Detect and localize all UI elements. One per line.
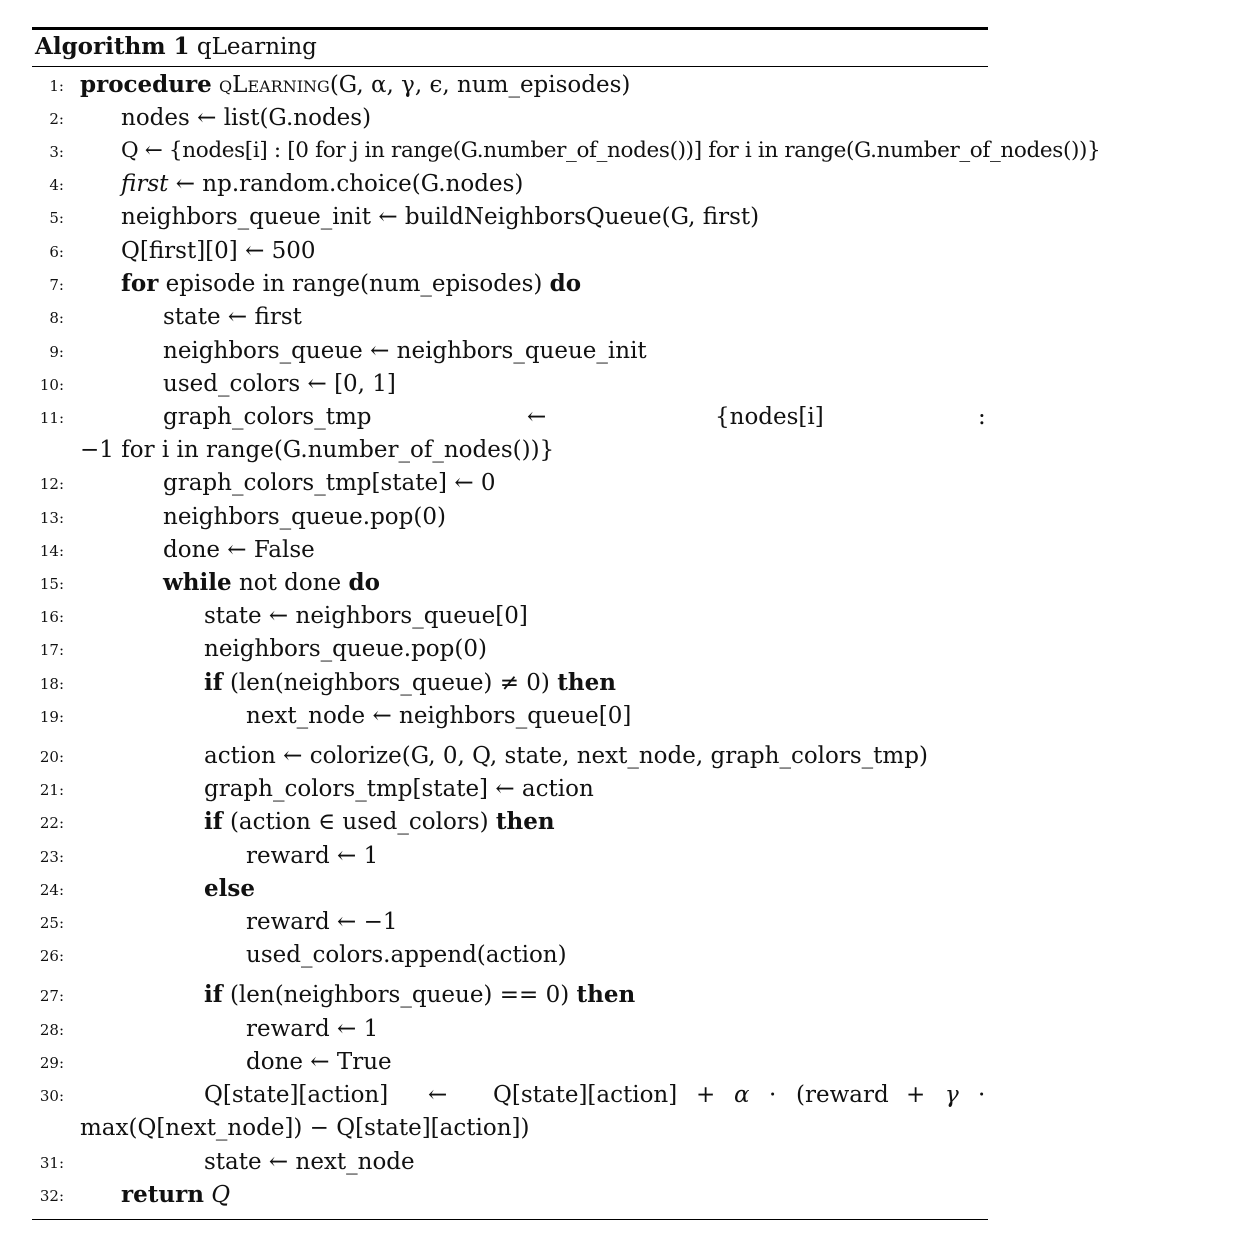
do-keyword: do bbox=[549, 270, 582, 297]
line-number: 6: bbox=[49, 243, 64, 261]
line-number: 5: bbox=[49, 209, 64, 227]
line-code: (len(neighbors_queue) == 0) bbox=[222, 982, 577, 1008]
caption-rule bbox=[32, 66, 988, 67]
line-code: {nodes[i] bbox=[715, 404, 824, 430]
while-keyword: while bbox=[163, 569, 232, 596]
line-number: 20: bbox=[39, 748, 64, 766]
line-code: used_colors ← [0, 1] bbox=[163, 371, 396, 397]
line-number: 26: bbox=[39, 947, 64, 965]
line-code: graph_colors_tmp[state] ← 0 bbox=[163, 470, 496, 496]
line-code: episode in range(num_episodes) bbox=[158, 271, 550, 297]
line-code: neighbors_queue.pop(0) bbox=[163, 504, 446, 530]
then-keyword: then bbox=[576, 981, 636, 1008]
line-code: Q[first][0] ← 500 bbox=[121, 238, 316, 264]
line-number: 3: bbox=[49, 143, 64, 161]
line-number: 28: bbox=[39, 1021, 64, 1039]
line-code: Q[state][action] bbox=[493, 1082, 678, 1108]
return-keyword: return bbox=[121, 1181, 204, 1208]
procedure-args: (G, α, γ, ϵ, num_episodes) bbox=[329, 72, 631, 98]
line-number: 1: bbox=[49, 77, 64, 95]
if-keyword: if bbox=[204, 669, 223, 696]
then-keyword: then bbox=[557, 669, 616, 696]
procedure-name: qLearning bbox=[219, 72, 330, 98]
line-number: 27: bbox=[39, 987, 64, 1005]
line-code: (action ∈ used_colors) bbox=[222, 809, 496, 835]
if-keyword: if bbox=[204, 981, 223, 1008]
line-code: used_colors.append(action) bbox=[246, 942, 567, 968]
line-number: 11: bbox=[39, 409, 64, 427]
dot-symbol: · bbox=[769, 1082, 777, 1108]
dot-symbol: · bbox=[978, 1082, 986, 1108]
line-number: 29: bbox=[39, 1054, 64, 1072]
line-number: 25: bbox=[39, 914, 64, 932]
then-keyword: then bbox=[495, 808, 555, 835]
arrow-symbol: ← bbox=[428, 1082, 448, 1108]
line-code: reward ← 1 bbox=[246, 1016, 379, 1042]
do-keyword: do bbox=[348, 569, 380, 596]
arrow-symbol: ← bbox=[527, 404, 547, 430]
line-number: 12: bbox=[39, 475, 64, 493]
line-code: reward ← −1 bbox=[246, 909, 398, 935]
line-number: 17: bbox=[39, 641, 64, 659]
line-number: 10: bbox=[39, 376, 64, 394]
line-code: action ← colorize(G, 0, Q, state, next_node, graph_colors_tmp) bbox=[204, 743, 928, 769]
procedure-keyword: procedure bbox=[80, 71, 212, 98]
line-code: state ← first bbox=[163, 304, 302, 330]
line-number: 4: bbox=[49, 176, 64, 194]
line-code: neighbors_queue ← neighbors_queue_init bbox=[163, 338, 647, 364]
return-value: Q bbox=[211, 1182, 231, 1208]
line-number: 19: bbox=[39, 708, 64, 726]
line-number: 16: bbox=[39, 608, 64, 626]
line-code: Q[state][action] bbox=[204, 1082, 389, 1108]
line-number: 13: bbox=[39, 509, 64, 527]
top-rule bbox=[32, 27, 988, 30]
line-number: 8: bbox=[49, 309, 64, 327]
colon-symbol: : bbox=[978, 404, 986, 430]
line-number: 15: bbox=[39, 575, 64, 593]
line-number: 31: bbox=[39, 1154, 64, 1172]
algorithm-title: qLearning bbox=[196, 34, 317, 60]
algo-line-11-continued: −1 for i in range(G.number_of_nodes())} bbox=[80, 437, 555, 463]
line-number: 14: bbox=[39, 542, 64, 560]
if-keyword: if bbox=[204, 808, 223, 835]
line-number: 22: bbox=[39, 814, 64, 832]
line-number: 9: bbox=[49, 343, 64, 361]
line-number: 2: bbox=[49, 110, 64, 128]
line-code: done ← False bbox=[163, 537, 315, 563]
algorithm-caption bbox=[35, 31, 317, 63]
line-code: graph_colors_tmp bbox=[163, 404, 372, 430]
line-code: nodes ← list(G.nodes) bbox=[121, 105, 372, 131]
line-code: done ← True bbox=[246, 1049, 392, 1075]
gamma-symbol: γ bbox=[945, 1082, 959, 1108]
alpha-symbol: α bbox=[734, 1082, 750, 1108]
line-number: 21: bbox=[39, 781, 64, 799]
line-code: ← np.random.choice(G.nodes) bbox=[168, 171, 524, 197]
line-code: neighbors_queue.pop(0) bbox=[204, 636, 487, 662]
else-keyword: else bbox=[204, 875, 255, 902]
line-code: Q ← {nodes[i] : [0 for j in range(G.number_of_nodes())] for i in range(G.number_of_nodes())} bbox=[121, 138, 1101, 163]
line-number: 32: bbox=[39, 1187, 64, 1205]
line-code: (reward bbox=[796, 1082, 889, 1108]
plus-symbol: + bbox=[906, 1082, 926, 1108]
line-code: state ← neighbors_queue[0] bbox=[204, 603, 528, 629]
algorithm-label: Algorithm 1 bbox=[35, 33, 190, 60]
plus-symbol: + bbox=[696, 1082, 716, 1108]
line-number: 23: bbox=[39, 848, 64, 866]
line-number: 7: bbox=[49, 276, 64, 294]
for-keyword: for bbox=[121, 270, 159, 297]
line-code: next_node ← neighbors_queue[0] bbox=[246, 703, 632, 729]
line-code: state ← next_node bbox=[204, 1149, 415, 1175]
line-code: reward ← 1 bbox=[246, 843, 379, 869]
line-code: graph_colors_tmp[state] ← action bbox=[204, 776, 594, 802]
algo-line-30-continued: max(Q[next_node]) − Q[state][action]) bbox=[80, 1115, 530, 1141]
bottom-rule bbox=[32, 1219, 988, 1220]
line-number: 24: bbox=[39, 881, 64, 899]
line-number: 30: bbox=[39, 1087, 64, 1105]
line-code: neighbors_queue_init ← buildNeighborsQueue(G, first) bbox=[121, 204, 760, 230]
first-variable: first bbox=[121, 171, 169, 197]
line-code: (len(neighbors_queue) ≠ 0) bbox=[222, 670, 558, 696]
line-number: 18: bbox=[39, 675, 64, 693]
line-code: not done bbox=[231, 570, 349, 596]
